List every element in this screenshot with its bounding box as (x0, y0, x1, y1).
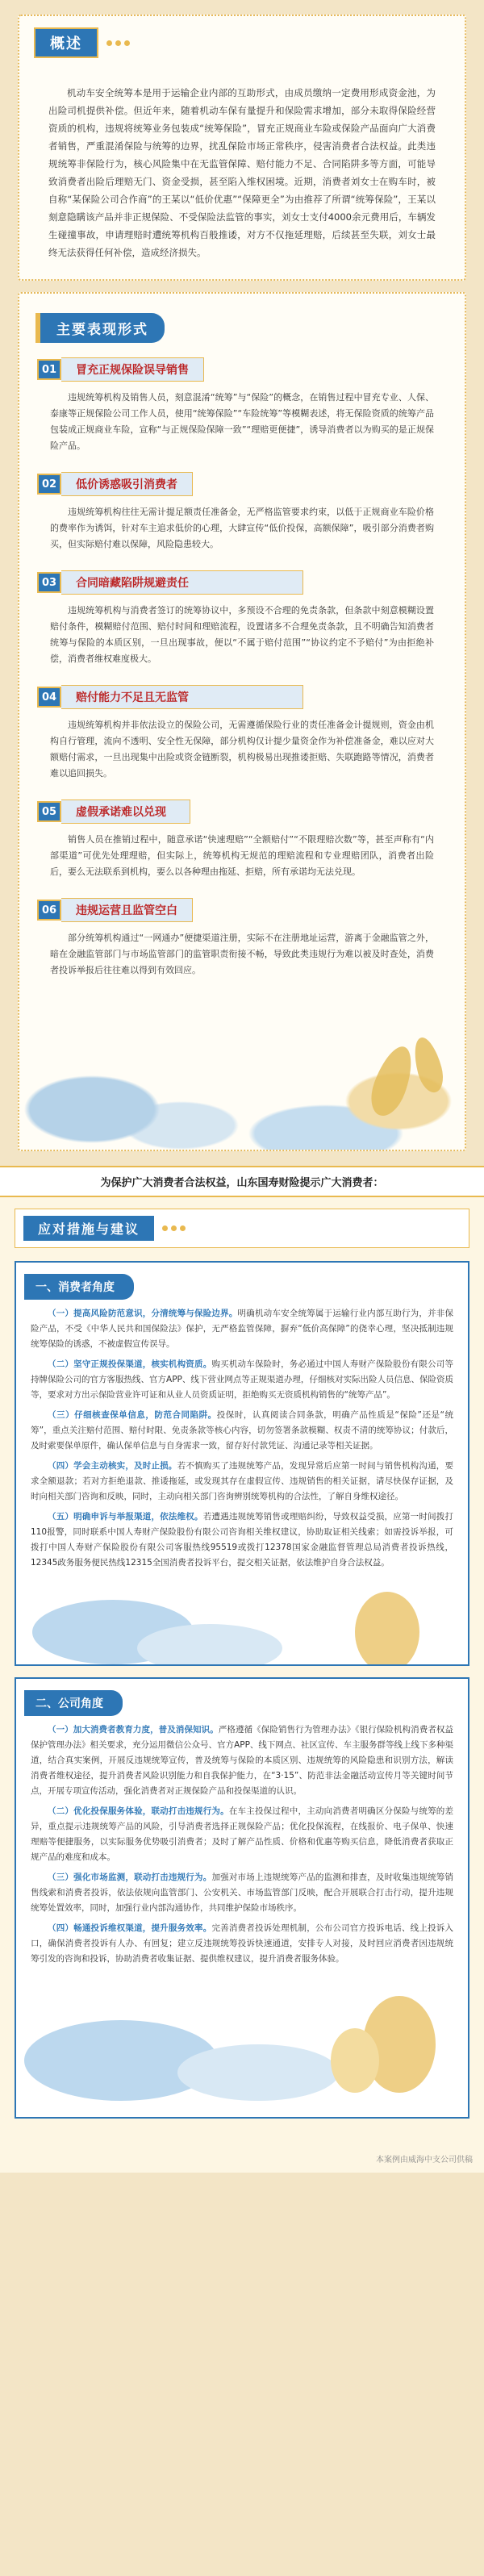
notice-banner: 为保护广大消费者合法权益，山东国寿财险提示广大消费者： (0, 1166, 484, 1197)
forms-card (18, 292, 466, 1151)
forms-title: 主要表现形式 (35, 313, 165, 343)
measures-title-bar (15, 1209, 469, 1248)
form-item-number: 06 (37, 900, 61, 921)
form-item-text: 违规统筹机构并非依法设立的保险公司，无需遵循保险行业的责任准备金计提规则，资金由机构自行管理，流向不透明、安全性无保障，部分机构仅计提少量资金作为补偿准备金，难以应对大额赔付需求，一旦出现集中出险或资金链断裂，机构极易出现推诿拒赔、失联跑路等情况，消费者难以追回损失。 (50, 720, 434, 779)
form-item-head (37, 472, 447, 496)
form-item-label: 合同暗藏陷阱规避责任 (61, 570, 303, 595)
form-item (19, 349, 465, 464)
para-heading: （四）畅通投诉维权渠道，提升服务效率。 (48, 1923, 212, 1933)
overview-section (0, 0, 484, 289)
para-text: 明确机动车安全统筹属于运输行业内部互助行为，并非保险产品，不受《中华人民共和国保险法》保护，无严格监管保障，摒弃“低价高保障”的侥幸心理，坚决抵制违规统筹保险的诱惑，不被虚假宣传误导。 (31, 1309, 454, 1349)
form-item-text: 违规统筹机构往往无需计提足额责任准备金，无严格监管要求约束，以低于正规商业车险价格的费率作为诱饵，针对车主追求低价的心理，大肆宣传“低价投保，高额保障”，吸引部分消费者购买，但实际赔付难以保障，风险隐患较大。 (50, 507, 434, 549)
form-item-text: 部分统筹机构通过“一网通办”便捷渠道注册，实际不在注册地址运营，游离于金融监管之外，暗在金融监管部门与市场监管部门的监管职责衔接不畅，导致此类违规行为难以被及时查处，消费者投诉举报后往往难以得到有效回应。 (50, 933, 434, 975)
dots-decoration (106, 40, 130, 46)
company-para (16, 1921, 468, 1972)
dots-decoration (162, 1225, 186, 1231)
consumer-title: 一、消费者角度 (24, 1274, 134, 1300)
para-heading: （一）加大消费者教育力度，普及消保知识。 (48, 1725, 219, 1735)
form-item (19, 464, 465, 562)
form-item-head (37, 800, 447, 824)
watercolor-decoration (16, 1972, 468, 2117)
overview-text: 机动车安全统筹本是用于运输企业内部的互助形式，由成员缴纳一定费用形成资金池，为出险司机提供补偿。但近年来，随着机动车保有量提升和保险需求增加，部分未取得保险经营资质的机构，违规将统筹业务包装成“统筹保险”，冒充正规商业车险或保险产品面向广大消费者销售，严重混淆保险与统筹的边界，扰乱保险市场正常秩序，侵害消费者合法权益。此类违规统筹非保险行为，核心风险集中在无监管保障、赔付能力不足、合同陷阱多等方面，可能导致消费者出险后理赔无门、资金受损，甚至陷入维权困境。近期，消费者刘女士在购车时，被自称“某保险公司合作商”的王某以“低价优惠”“保障更全”为由推荐了所谓“统筹保险”，王某以刻意隐瞒该产品并非正规保险、不受保险法监管的事实，刘女士支付4000余元费用后，车辆发生碰撞事故，申请理赔时遭统筹机构百般推诿，对方不仅拖延理赔，后续甚至失联，刘女士最终无法获得任何补偿，造成经济损失。 (48, 87, 436, 258)
form-item-text: 违规统筹机构与消费者签订的统筹协议中，多预设不合理的免责条款，但条款中刻意模糊设置赔付条件，模糊赔付范围、赔付时间和理赔流程，设置诸多不合理免责条款，且不明确告知消费者统筹与保险的本质区别，一旦出现事故，便以“不属于赔付范围”“协议约定不予赔付”为由拒绝补偿，消费者维权难度极大。 (50, 605, 434, 664)
form-item-head (37, 570, 447, 595)
form-item-head (37, 898, 447, 922)
form-item-number: 01 (37, 359, 61, 380)
consumer-para (16, 1357, 468, 1408)
measures-section (0, 1197, 484, 2148)
form-item-head (37, 357, 447, 382)
para-text: 加强对市场上违规统筹产品的监测和排查，及时收集违规统筹销售线索和消费者投诉，依法依规向监管部门、公安机关、市场监管部门反映，配合开展联合打击行动，提升违规统筹处置效率，同时，加强行业内部沟通协作，共同维护保险市场秩序。 (31, 1873, 454, 1913)
overview-title-bar (19, 16, 465, 69)
para-text: 严格遵循《保险销售行为管理办法》《银行保险机构消费者权益保护管理办法》相关要求，充分运用微信公众号、官方APP、线下网点、社区宣传、车主服务群等线上线下多种渠道，结合真实案例，开展反违规统筹宣传，普及统筹与保险的本质区别、违规统筹的风险隐患和识别方法，解读消费者维权途径，提升消费者风险识别能力和自我保护能力，在“3·15”、防范非法金融活动宣传月等关键时间节点，开展专项宣传活动，强化消费者对正规保险产品和投保渠道的认识。 (31, 1725, 454, 1796)
form-item (19, 890, 465, 988)
form-item-number: 04 (37, 687, 61, 708)
form-item-text: 销售人员在推销过程中，随意承诺“快速理赔”“全额赔付”“不限理赔次数”等，甚至声称有“内部渠道”可优先处理理赔，但实际上，统筹机构无规范的理赔流程和专业理赔团队，消费者出险后，要么无法联系到机构，要么以各种理由拖延、拒赔，所有承诺均无法兑现。 (50, 834, 434, 877)
form-item (19, 791, 465, 890)
company-para (16, 1722, 468, 1804)
para-text: 在车主投保过程中，主动向消费者明确区分保险与统筹的差异，重点提示违规统筹产品的风险，引导消费者选择正规保险产品；优化投保流程，在线报价、电子保单、快速理赔等便捷服务，以实际服务优势吸引消费者；及时了解产品性质、价格和优惠等购买信息，降低消费者获取正规产品的难度和成本。 (31, 1806, 454, 1862)
company-block (15, 1677, 469, 2119)
company-title: 二、公司角度 (24, 1690, 123, 1716)
para-heading: （五）明确申诉与举报渠道，依法维权。 (48, 1512, 203, 1522)
form-item-label: 虚假承诺难以兑现 (61, 800, 190, 824)
consumer-para (16, 1459, 468, 1509)
form-item-text: 违规统筹机构及销售人员，刻意混淆“统筹”与“保险”的概念，在销售过程中冒充专业、人保、泰康等正规保险公司工作人员，使用“统筹保险”“车险统筹”等模糊表述，将无保险资质的统筹产品包装成正规商业车险，宣称“与正规保险保障一致”“理赔更便捷”，诱导消费者以为购买的是正规保险产品。 (50, 392, 434, 451)
para-text: 投保时，认真阅读合同条款，明确产品性质是“保险”还是“统筹”，重点关注赔付范围、赔付时限、免责条款等核心内容，切勿签署条款模糊、权责不清的统筹协议；付款后，及时索要保单原件，确认保单信息与自身需求一致，留存好付款凭证、沟通记录等相关证据。 (31, 1410, 454, 1451)
form-item-label: 冒充正规保险误导销售 (61, 357, 204, 382)
forms-title-row (19, 294, 465, 349)
para-heading: （三）仔细核查保单信息，防范合同陷阱。 (48, 1410, 217, 1420)
form-item-number: 02 (37, 474, 61, 495)
consumer-para (16, 1509, 468, 1576)
form-item-number: 05 (37, 801, 61, 822)
measures-title: 应对措施与建议 (23, 1216, 154, 1241)
company-para (16, 1870, 468, 1921)
para-heading: （二）坚守正规投保渠道，核实机构资质。 (48, 1359, 212, 1369)
para-text: 购买机动车保险时，务必通过中国人寿财产保险股份有限公司等持牌保险公司的官方客服热线、官方APP、线下营业网点等正规渠道办理，仔细核对实际出险人员信息、保险资质等，要求对方出示保险营业许可证和从业人员资质证明，拒绝购买无资质机构销售的“统筹产品”。 (31, 1359, 454, 1400)
para-heading: （二）优化投保服务体验，联动打击违规行为。 (48, 1806, 229, 1816)
watercolor-decoration (16, 1576, 468, 1664)
consumer-block (15, 1261, 469, 1666)
footer-credit: 本案例由威海中支公司供稿 (0, 2148, 484, 2173)
para-heading: （四）学会主动核实，及时止损。 (48, 1461, 177, 1471)
para-heading: （一）提高风险防范意识，分清统筹与保险边界。 (48, 1309, 238, 1318)
overview-card (18, 15, 466, 281)
form-item (19, 677, 465, 791)
consumer-para (16, 1408, 468, 1459)
form-item-number: 03 (37, 572, 61, 593)
para-text: 若遭遇违规统筹销售或理赔纠纷，导致权益受损，应第一时间拨打110报警，同时联系中国人寿财产保险股份有限公司咨询相关维权建议，协助取证相关线索；如需投诉举报，可拨打中国人寿财产保险股份有限公司客服热线95519或拨打12378国家金融监督管理总局消费者投诉热线，12345政务服务便民热线12315全国消费者投诉平台，提交相关证据，依法维护自身合法权益。 (31, 1512, 454, 1568)
company-para (16, 1804, 468, 1870)
form-item (19, 562, 465, 677)
forms-section (0, 289, 484, 1159)
form-item-label: 低价诱惑吸引消费者 (61, 472, 193, 496)
form-item-label: 违规运营且监管空白 (61, 898, 193, 922)
para-text: 若不慎购买了违规统筹产品，发现异常后应第一时间与销售机构沟通，要求全额退款；若对方拒绝退款、推诿拖延，或发现其存在虚假宣传、违规销售的相关证据，请尽快保存证据，及时向相关部门咨询和反映，同时，主动向相关部门咨询辨别统筹机构的合法性，了解自身维权途径。 (31, 1461, 454, 1501)
para-text: 完善消费者投诉处理机制，公布公司官方投诉电话、线上投诉入口，确保消费者投诉有人办、有回复；建立反违规统筹投诉快速通道，安排专人对接，及时回应消费者因违规统筹引发的咨询和投诉，协助消费者收集证据、提供维权建议，提升消费者服务体验。 (31, 1923, 454, 1964)
overview-title: 概述 (34, 27, 98, 58)
form-item-label: 赔付能力不足且无监管 (61, 685, 303, 709)
consumer-para (16, 1306, 468, 1357)
para-heading: （三）强化市场监测，联动打击违规行为。 (48, 1873, 212, 1882)
form-item-head (37, 685, 447, 709)
